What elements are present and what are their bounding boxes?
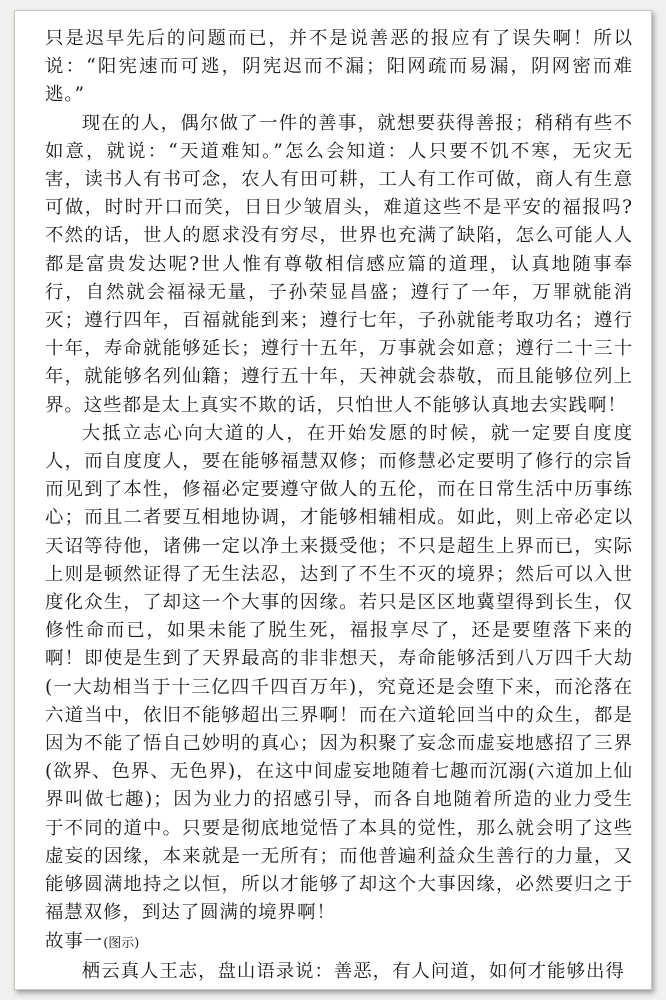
story-first-line: 栖云真人王志，盘山语录说：善恶，有人问道，如何才能够出得 (81, 960, 625, 982)
story-title: 故事一 (45, 930, 104, 952)
story-note: (图示) (103, 935, 140, 951)
paragraph-3: 大抵立志心向大道的人，在开始发愿的时候，就一定要自度度人，而自度度人，要在能够福慧双修；而修慧必定要明了修行的宗旨而见到了本性，修福必定要遵守做人的五伦，而在日常生活中历事练心；而且二者要互相地协调，才能够相辅相成。如此，则上帝必定以天诏等待他，诸佛一定以净土来摄受他；不只是超生上界而已，实际上则是顿然证得了无生法忍，达到了不生不灭的境界；然后可以入世度化众生，了却这一个大事的因缘。若只是区区地冀望得到长生，仅修性命而已，如果未能了脱生死，福报享尽了，还是要堕落下来的啊！即使是生到了天界最高的非非想天，寿命能够活到八万四千大劫(一大劫相当于十三亿四千四百万年)，究竟还是会堕下来，而沦落在六道当中，依旧不能够超出三界啊！而在六道轮回当中的众生，都是因为不能了悟自己妙明的真心；因为积聚了妄念而虚妄地感招了三界(欲界、色界、无色界)，在这中间虚妄地随着七趣而沉溺(六道加上仙界叫做七趣)；因为业力的招感引导，而各自地随着所造的业力受生于不同的道中。只要是彻底地觉悟了本具的觉性，那么就会明了这些虚妄的因缘，本来就是一无所有；而他普遍利益众生善行的力量，又能够圆满地持之以恒，所以才能够了却这个大事因缘，必然要归之于福慧双修，到达了圆满的境界啊！ (45, 422, 633, 924)
paragraph-1: 只是迟早先后的问题而已，并不是说善恶的报应有了误失啊！所以说：“阳宪速而可逃，阴宪迟而不漏；阳网疏而易漏，阴网密而难逃。” (45, 28, 633, 106)
document-body (45, 25, 633, 986)
paragraph-2: 现在的人，偶尔做了一件的善事，就想要获得善报；稍稍有些不如意，就说：“天道难知。”怎么会知道：人只要不饥不寒，无灾无害，读书人有书可念，农人有田可耕，工人有工作可做，商人有生意可做，时时开口而笑，日日少皱眉头，难道这些不是平安的福报吗?不然的话，世人的愿求没有穷尽，世界也充满了缺陷，怎么可能人人都是富贵发达呢?世人惟有尊敬相信感应篇的道理，认真地随事奉行，自然就会福禄无量，子孙荣显昌盛；遵行了一年，万罪就能消灭；遵行四年，百福就能到来；遵行七年，子孙就能考取功名；遵行十年，寿命就能够延长；遵行十五年，万事就会如意；遵行二十三十年，就能够名列仙籍；遵行五十年，天神就会恭敬，而且能够位列上界。这些都是太上真实不欺的话，只怕世人不能够认真地去实践啊！ (45, 112, 633, 416)
story-heading (45, 928, 633, 958)
document-page (14, 10, 652, 990)
